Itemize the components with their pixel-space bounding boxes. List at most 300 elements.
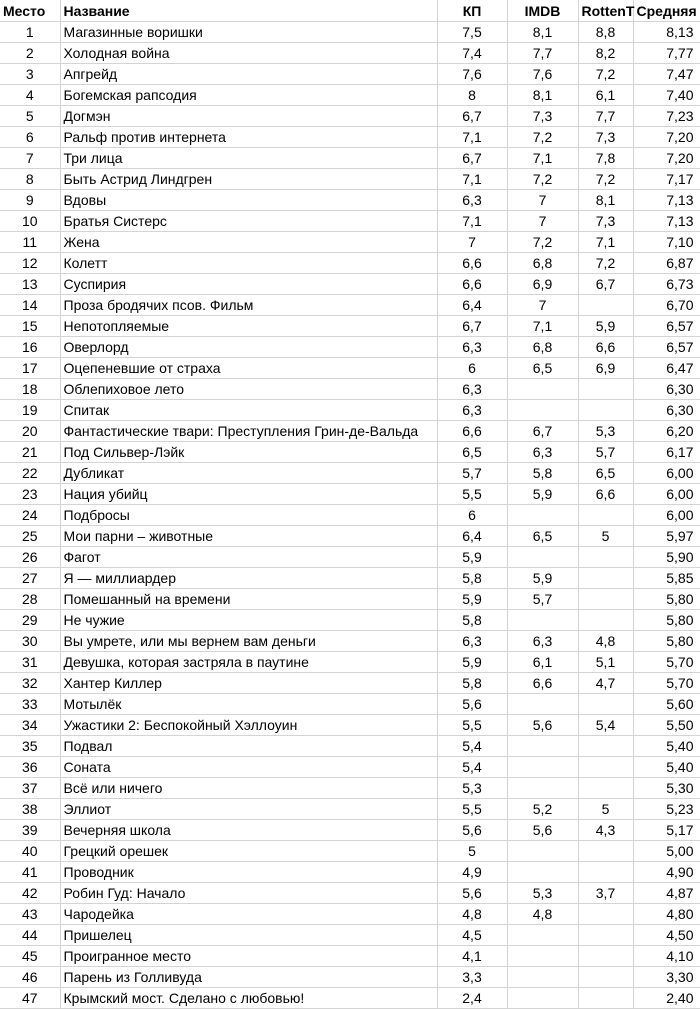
cell-rotten[interactable]: 5,4 (578, 715, 633, 736)
cell-place[interactable]: 30 (0, 631, 60, 652)
cell-rotten[interactable] (578, 400, 633, 421)
cell-kp[interactable]: 7,6 (437, 64, 507, 85)
cell-avg[interactable]: 5,80 (633, 610, 700, 631)
cell-name[interactable]: Вечерняя школа (60, 820, 437, 841)
cell-imdb[interactable]: 6,8 (507, 337, 578, 358)
cell-rotten[interactable]: 4,3 (578, 820, 633, 841)
cell-name[interactable]: Девушка, которая застряла в паутине (60, 652, 437, 673)
header-kp[interactable]: КП (437, 0, 507, 22)
cell-kp[interactable]: 6,6 (437, 253, 507, 274)
cell-rotten[interactable]: 8,8 (578, 22, 633, 43)
cell-name[interactable]: Облепиховое лето (60, 379, 437, 400)
cell-kp[interactable]: 4,5 (437, 925, 507, 946)
cell-place[interactable]: 47 (0, 988, 60, 1009)
cell-name[interactable]: Братья Систерс (60, 211, 437, 232)
cell-kp[interactable]: 6 (437, 358, 507, 379)
cell-avg[interactable]: 5,00 (633, 841, 700, 862)
cell-avg[interactable]: 7,77 (633, 43, 700, 64)
cell-kp[interactable]: 6 (437, 505, 507, 526)
cell-imdb[interactable] (507, 694, 578, 715)
table-row (0, 106, 700, 127)
cell-imdb[interactable]: 7,6 (507, 64, 578, 85)
cell-kp[interactable]: 6,5 (437, 442, 507, 463)
cell-rotten[interactable] (578, 841, 633, 862)
cell-place[interactable]: 9 (0, 190, 60, 211)
cell-name[interactable]: Помешанный на времени (60, 589, 437, 610)
cell-rotten[interactable]: 4,7 (578, 673, 633, 694)
cell-imdb[interactable]: 5,6 (507, 820, 578, 841)
cell-kp[interactable]: 6,6 (437, 421, 507, 442)
table-row (0, 589, 700, 610)
cell-imdb[interactable]: 7,2 (507, 127, 578, 148)
cell-name[interactable]: Колетт (60, 253, 437, 274)
cell-imdb[interactable]: 5,8 (507, 463, 578, 484)
cell-name[interactable]: Грецкий орешек (60, 841, 437, 862)
cell-kp[interactable]: 8 (437, 85, 507, 106)
cell-rotten[interactable]: 4,8 (578, 631, 633, 652)
cell-name[interactable]: Вдовы (60, 190, 437, 211)
cell-imdb[interactable] (507, 862, 578, 883)
cell-kp[interactable]: 6,6 (437, 274, 507, 295)
cell-place[interactable]: 36 (0, 757, 60, 778)
cell-kp[interactable]: 5,9 (437, 652, 507, 673)
cell-imdb[interactable]: 6,5 (507, 358, 578, 379)
cell-name[interactable]: Фантастические твари: Преступления Грин-де-Вальда (60, 421, 437, 442)
header-rotten[interactable]: RottenT (578, 0, 633, 22)
cell-imdb[interactable] (507, 610, 578, 631)
cell-imdb[interactable] (507, 988, 578, 1009)
cell-place[interactable]: 23 (0, 484, 60, 505)
cell-rotten[interactable]: 8,2 (578, 43, 633, 64)
table-row (0, 946, 700, 967)
cell-imdb[interactable]: 7,2 (507, 232, 578, 253)
table-row (0, 778, 700, 799)
cell-avg[interactable]: 7,20 (633, 148, 700, 169)
cell-kp[interactable]: 5,8 (437, 673, 507, 694)
cell-name[interactable]: Хантер Киллер (60, 673, 437, 694)
cell-rotten[interactable]: 6,7 (578, 274, 633, 295)
cell-name[interactable]: Ральф против интернета (60, 127, 437, 148)
cell-imdb[interactable] (507, 841, 578, 862)
cell-imdb[interactable]: 6,9 (507, 274, 578, 295)
cell-avg[interactable]: 4,90 (633, 862, 700, 883)
cell-place[interactable]: 5 (0, 106, 60, 127)
cell-imdb[interactable]: 7,1 (507, 148, 578, 169)
cell-rotten[interactable] (578, 862, 633, 883)
cell-place[interactable]: 31 (0, 652, 60, 673)
cell-imdb[interactable]: 6,6 (507, 673, 578, 694)
cell-name[interactable]: Дубликат (60, 463, 437, 484)
cell-kp[interactable]: 6,3 (437, 631, 507, 652)
cell-kp[interactable]: 5,9 (437, 547, 507, 568)
cell-imdb[interactable]: 5,9 (507, 568, 578, 589)
cell-rotten[interactable]: 6,1 (578, 85, 633, 106)
cell-imdb[interactable]: 4,8 (507, 904, 578, 925)
cell-avg[interactable]: 7,20 (633, 127, 700, 148)
cell-imdb[interactable] (507, 400, 578, 421)
cell-name[interactable]: Мои парни – животные (60, 526, 437, 547)
cell-rotten[interactable] (578, 568, 633, 589)
cell-imdb[interactable]: 7 (507, 190, 578, 211)
cell-imdb[interactable]: 6,1 (507, 652, 578, 673)
cell-name[interactable]: Фагот (60, 547, 437, 568)
cell-rotten[interactable] (578, 988, 633, 1009)
cell-rotten[interactable]: 5,9 (578, 316, 633, 337)
cell-rotten[interactable] (578, 505, 633, 526)
cell-rotten[interactable] (578, 904, 633, 925)
cell-kp[interactable]: 5,6 (437, 820, 507, 841)
cell-kp[interactable]: 5,5 (437, 799, 507, 820)
cell-rotten[interactable]: 3,7 (578, 883, 633, 904)
cell-avg[interactable]: 4,50 (633, 925, 700, 946)
cell-imdb[interactable] (507, 967, 578, 988)
cell-place[interactable]: 17 (0, 358, 60, 379)
cell-rotten[interactable] (578, 589, 633, 610)
cell-rotten[interactable]: 7,7 (578, 106, 633, 127)
cell-name[interactable]: Проза бродячих псов. Фильм (60, 295, 437, 316)
cell-place[interactable]: 26 (0, 547, 60, 568)
cell-rotten[interactable] (578, 778, 633, 799)
cell-name[interactable]: Я — миллиардер (60, 568, 437, 589)
cell-avg[interactable]: 6,57 (633, 337, 700, 358)
cell-imdb[interactable]: 7 (507, 295, 578, 316)
cell-place[interactable]: 10 (0, 211, 60, 232)
cell-rotten[interactable] (578, 610, 633, 631)
cell-kp[interactable]: 2,4 (437, 988, 507, 1009)
cell-avg[interactable]: 4,80 (633, 904, 700, 925)
cell-imdb[interactable]: 7 (507, 211, 578, 232)
cell-avg[interactable]: 4,87 (633, 883, 700, 904)
cell-kp[interactable]: 7,5 (437, 22, 507, 43)
table-row (0, 862, 700, 883)
cell-rotten[interactable] (578, 547, 633, 568)
cell-name[interactable]: Пришелец (60, 925, 437, 946)
cell-kp[interactable]: 3,3 (437, 967, 507, 988)
cell-imdb[interactable]: 8,1 (507, 22, 578, 43)
cell-avg[interactable]: 5,90 (633, 547, 700, 568)
cell-rotten[interactable]: 6,6 (578, 337, 633, 358)
table-row (0, 526, 700, 547)
cell-avg[interactable]: 6,30 (633, 379, 700, 400)
cell-rotten[interactable] (578, 967, 633, 988)
cell-place[interactable]: 20 (0, 421, 60, 442)
cell-rotten[interactable]: 7,3 (578, 211, 633, 232)
cell-rotten[interactable]: 6,6 (578, 484, 633, 505)
cell-kp[interactable]: 6,4 (437, 295, 507, 316)
cell-place[interactable]: 15 (0, 316, 60, 337)
cell-avg[interactable]: 5,30 (633, 778, 700, 799)
cell-kp[interactable]: 7,1 (437, 169, 507, 190)
cell-place[interactable]: 37 (0, 778, 60, 799)
cell-avg[interactable]: 7,13 (633, 211, 700, 232)
cell-imdb[interactable]: 5,2 (507, 799, 578, 820)
cell-avg[interactable]: 7,47 (633, 64, 700, 85)
cell-place[interactable]: 27 (0, 568, 60, 589)
header-place[interactable]: Место (0, 0, 60, 22)
header-imdb[interactable]: IMDB (507, 0, 578, 22)
cell-rotten[interactable]: 7,2 (578, 253, 633, 274)
cell-avg[interactable]: 6,70 (633, 295, 700, 316)
cell-name[interactable]: Быть Астрид Линдгрен (60, 169, 437, 190)
cell-place[interactable]: 1 (0, 22, 60, 43)
cell-kp[interactable]: 5,6 (437, 694, 507, 715)
cell-name[interactable]: Вы умрете, или мы вернем вам деньги (60, 631, 437, 652)
cell-avg[interactable]: 6,00 (633, 484, 700, 505)
cell-name[interactable]: Парень из Голливуда (60, 967, 437, 988)
cell-imdb[interactable]: 6,3 (507, 631, 578, 652)
cell-place[interactable]: 21 (0, 442, 60, 463)
cell-kp[interactable]: 6,7 (437, 106, 507, 127)
cell-kp[interactable]: 6,7 (437, 316, 507, 337)
cell-kp[interactable]: 4,1 (437, 946, 507, 967)
cell-kp[interactable]: 5,5 (437, 715, 507, 736)
cell-name[interactable]: Крымский мост. Сделано с любовью! (60, 988, 437, 1009)
cell-kp[interactable]: 5,4 (437, 736, 507, 757)
table-row (0, 568, 700, 589)
cell-name[interactable]: Суспирия (60, 274, 437, 295)
cell-avg[interactable]: 5,80 (633, 631, 700, 652)
cell-imdb[interactable]: 7,2 (507, 169, 578, 190)
cell-name[interactable]: Апгрейд (60, 64, 437, 85)
cell-name[interactable]: Три лица (60, 148, 437, 169)
cell-imdb[interactable]: 6,8 (507, 253, 578, 274)
cell-kp[interactable]: 7,1 (437, 211, 507, 232)
cell-avg[interactable]: 6,47 (633, 358, 700, 379)
table-row (0, 169, 700, 190)
cell-imdb[interactable]: 8,1 (507, 85, 578, 106)
cell-name[interactable]: Не чужие (60, 610, 437, 631)
table-row (0, 127, 700, 148)
cell-rotten[interactable]: 8,1 (578, 190, 633, 211)
cell-place[interactable]: 19 (0, 400, 60, 421)
cell-place[interactable]: 32 (0, 673, 60, 694)
cell-place[interactable]: 34 (0, 715, 60, 736)
cell-avg[interactable]: 3,30 (633, 967, 700, 988)
cell-place[interactable]: 44 (0, 925, 60, 946)
cell-name[interactable]: Под Сильвер-Лэйк (60, 442, 437, 463)
cell-avg[interactable]: 6,00 (633, 463, 700, 484)
cell-rotten[interactable]: 5,7 (578, 442, 633, 463)
cell-name[interactable]: Магазинные воришки (60, 22, 437, 43)
cell-rotten[interactable]: 7,3 (578, 127, 633, 148)
cell-imdb[interactable]: 7,7 (507, 43, 578, 64)
cell-place[interactable]: 39 (0, 820, 60, 841)
cell-kp[interactable]: 5,5 (437, 484, 507, 505)
cell-imdb[interactable]: 5,7 (507, 589, 578, 610)
cell-place[interactable]: 29 (0, 610, 60, 631)
cell-name[interactable]: Подвал (60, 736, 437, 757)
cell-place[interactable]: 16 (0, 337, 60, 358)
cell-name[interactable]: Нация убийц (60, 484, 437, 505)
cell-name[interactable]: Спитак (60, 400, 437, 421)
cell-kp[interactable]: 5,8 (437, 610, 507, 631)
cell-kp[interactable]: 7,1 (437, 127, 507, 148)
cell-imdb[interactable] (507, 736, 578, 757)
cell-rotten[interactable]: 7,2 (578, 64, 633, 85)
cell-imdb[interactable]: 6,5 (507, 526, 578, 547)
cell-place[interactable]: 43 (0, 904, 60, 925)
cell-place[interactable]: 46 (0, 967, 60, 988)
cell-place[interactable]: 12 (0, 253, 60, 274)
cell-avg[interactable]: 5,70 (633, 652, 700, 673)
cell-avg[interactable]: 7,17 (633, 169, 700, 190)
cell-avg[interactable]: 5,23 (633, 799, 700, 820)
cell-imdb[interactable]: 6,3 (507, 442, 578, 463)
cell-kp[interactable]: 5,9 (437, 589, 507, 610)
cell-place[interactable]: 18 (0, 379, 60, 400)
cell-avg[interactable]: 5,85 (633, 568, 700, 589)
cell-place[interactable]: 14 (0, 295, 60, 316)
cell-place[interactable]: 41 (0, 862, 60, 883)
cell-imdb[interactable] (507, 505, 578, 526)
cell-rotten[interactable]: 7,1 (578, 232, 633, 253)
cell-rotten[interactable]: 6,9 (578, 358, 633, 379)
cell-rotten[interactable]: 5 (578, 526, 633, 547)
cell-name[interactable]: Проигранное место (60, 946, 437, 967)
cell-place[interactable]: 45 (0, 946, 60, 967)
cell-avg[interactable]: 5,97 (633, 526, 700, 547)
cell-name[interactable]: Оверлорд (60, 337, 437, 358)
cell-kp[interactable]: 5,8 (437, 568, 507, 589)
cell-kp[interactable]: 6,3 (437, 190, 507, 211)
cell-name[interactable]: Робин Гуд: Начало (60, 883, 437, 904)
cell-name[interactable]: Оцепеневшие от страха (60, 358, 437, 379)
cell-avg[interactable]: 5,50 (633, 715, 700, 736)
cell-rotten[interactable] (578, 925, 633, 946)
cell-kp[interactable]: 6,4 (437, 526, 507, 547)
cell-name[interactable]: Ужастики 2: Беспокойный Хэллоуин (60, 715, 437, 736)
header-name[interactable]: Название (60, 0, 437, 22)
cell-imdb[interactable] (507, 946, 578, 967)
cell-imdb[interactable] (507, 757, 578, 778)
cell-imdb[interactable]: 5,6 (507, 715, 578, 736)
cell-imdb[interactable]: 5,9 (507, 484, 578, 505)
cell-rotten[interactable] (578, 295, 633, 316)
cell-rotten[interactable] (578, 757, 633, 778)
cell-place[interactable]: 2 (0, 43, 60, 64)
cell-avg[interactable]: 6,30 (633, 400, 700, 421)
cell-rotten[interactable] (578, 694, 633, 715)
cell-place[interactable]: 11 (0, 232, 60, 253)
cell-avg[interactable]: 7,23 (633, 106, 700, 127)
cell-place[interactable]: 33 (0, 694, 60, 715)
cell-avg[interactable]: 7,40 (633, 85, 700, 106)
cell-place[interactable]: 13 (0, 274, 60, 295)
cell-rotten[interactable] (578, 946, 633, 967)
table-row (0, 253, 700, 274)
table-row (0, 400, 700, 421)
cell-place[interactable]: 40 (0, 841, 60, 862)
cell-rotten[interactable]: 6,5 (578, 463, 633, 484)
cell-rotten[interactable] (578, 736, 633, 757)
cell-place[interactable]: 6 (0, 127, 60, 148)
cell-place[interactable]: 8 (0, 169, 60, 190)
cell-place[interactable]: 35 (0, 736, 60, 757)
cell-kp[interactable]: 5,7 (437, 463, 507, 484)
cell-rotten[interactable]: 7,2 (578, 169, 633, 190)
cell-name[interactable]: Подбросы (60, 505, 437, 526)
cell-rotten[interactable]: 7,8 (578, 148, 633, 169)
cell-place[interactable]: 25 (0, 526, 60, 547)
cell-imdb[interactable] (507, 778, 578, 799)
cell-place[interactable]: 3 (0, 64, 60, 85)
cell-avg[interactable]: 5,70 (633, 673, 700, 694)
cell-name[interactable]: Проводник (60, 862, 437, 883)
cell-avg[interactable]: 2,40 (633, 988, 700, 1009)
cell-place[interactable]: 38 (0, 799, 60, 820)
cell-kp[interactable]: 4,8 (437, 904, 507, 925)
cell-kp[interactable]: 6,3 (437, 337, 507, 358)
cell-name[interactable]: Догмэн (60, 106, 437, 127)
cell-kp[interactable]: 5,3 (437, 778, 507, 799)
cell-avg[interactable]: 5,40 (633, 736, 700, 757)
cell-place[interactable]: 22 (0, 463, 60, 484)
cell-place[interactable]: 28 (0, 589, 60, 610)
cell-name[interactable]: Непотопляемые (60, 316, 437, 337)
cell-avg[interactable]: 6,17 (633, 442, 700, 463)
cell-imdb[interactable]: 7,1 (507, 316, 578, 337)
cell-avg[interactable]: 8,13 (633, 22, 700, 43)
cell-place[interactable]: 42 (0, 883, 60, 904)
cell-avg[interactable]: 5,80 (633, 589, 700, 610)
cell-avg[interactable]: 6,73 (633, 274, 700, 295)
cell-avg[interactable]: 7,10 (633, 232, 700, 253)
cell-rotten[interactable] (578, 379, 633, 400)
cell-avg[interactable]: 5,17 (633, 820, 700, 841)
cell-name[interactable]: Соната (60, 757, 437, 778)
header-avg[interactable]: Средняя (633, 0, 700, 22)
cell-kp[interactable]: 7 (437, 232, 507, 253)
cell-name[interactable]: Мотылёк (60, 694, 437, 715)
cell-imdb[interactable] (507, 379, 578, 400)
cell-avg[interactable]: 6,00 (633, 505, 700, 526)
cell-rotten[interactable]: 5,3 (578, 421, 633, 442)
cell-kp[interactable]: 5,4 (437, 757, 507, 778)
cell-place[interactable]: 4 (0, 85, 60, 106)
cell-avg[interactable]: 7,13 (633, 190, 700, 211)
cell-avg[interactable]: 4,10 (633, 946, 700, 967)
cell-avg[interactable]: 6,57 (633, 316, 700, 337)
cell-rotten[interactable]: 5,1 (578, 652, 633, 673)
table-row (0, 841, 700, 862)
cell-name[interactable]: Жена (60, 232, 437, 253)
cell-kp[interactable]: 6,3 (437, 379, 507, 400)
cell-imdb[interactable]: 6,7 (507, 421, 578, 442)
cell-avg[interactable]: 5,40 (633, 757, 700, 778)
cell-kp[interactable]: 6,3 (437, 400, 507, 421)
cell-imdb[interactable] (507, 925, 578, 946)
cell-kp[interactable]: 7,4 (437, 43, 507, 64)
cell-kp[interactable]: 4,9 (437, 862, 507, 883)
cell-avg[interactable]: 5,60 (633, 694, 700, 715)
cell-imdb[interactable]: 7,3 (507, 106, 578, 127)
cell-name[interactable]: Богемская рапсодия (60, 85, 437, 106)
cell-place[interactable]: 24 (0, 505, 60, 526)
cell-avg[interactable]: 6,20 (633, 421, 700, 442)
cell-name[interactable]: Эллиот (60, 799, 437, 820)
cell-imdb[interactable]: 5,3 (507, 883, 578, 904)
cell-kp[interactable]: 5,6 (437, 883, 507, 904)
cell-name[interactable]: Чародейка (60, 904, 437, 925)
cell-imdb[interactable] (507, 547, 578, 568)
cell-rotten[interactable]: 5 (578, 799, 633, 820)
cell-avg[interactable]: 6,87 (633, 253, 700, 274)
cell-place[interactable]: 7 (0, 148, 60, 169)
cell-kp[interactable]: 5 (437, 841, 507, 862)
cell-name[interactable]: Всё или ничего (60, 778, 437, 799)
cell-name[interactable]: Холодная война (60, 43, 437, 64)
cell-kp[interactable]: 6,7 (437, 148, 507, 169)
